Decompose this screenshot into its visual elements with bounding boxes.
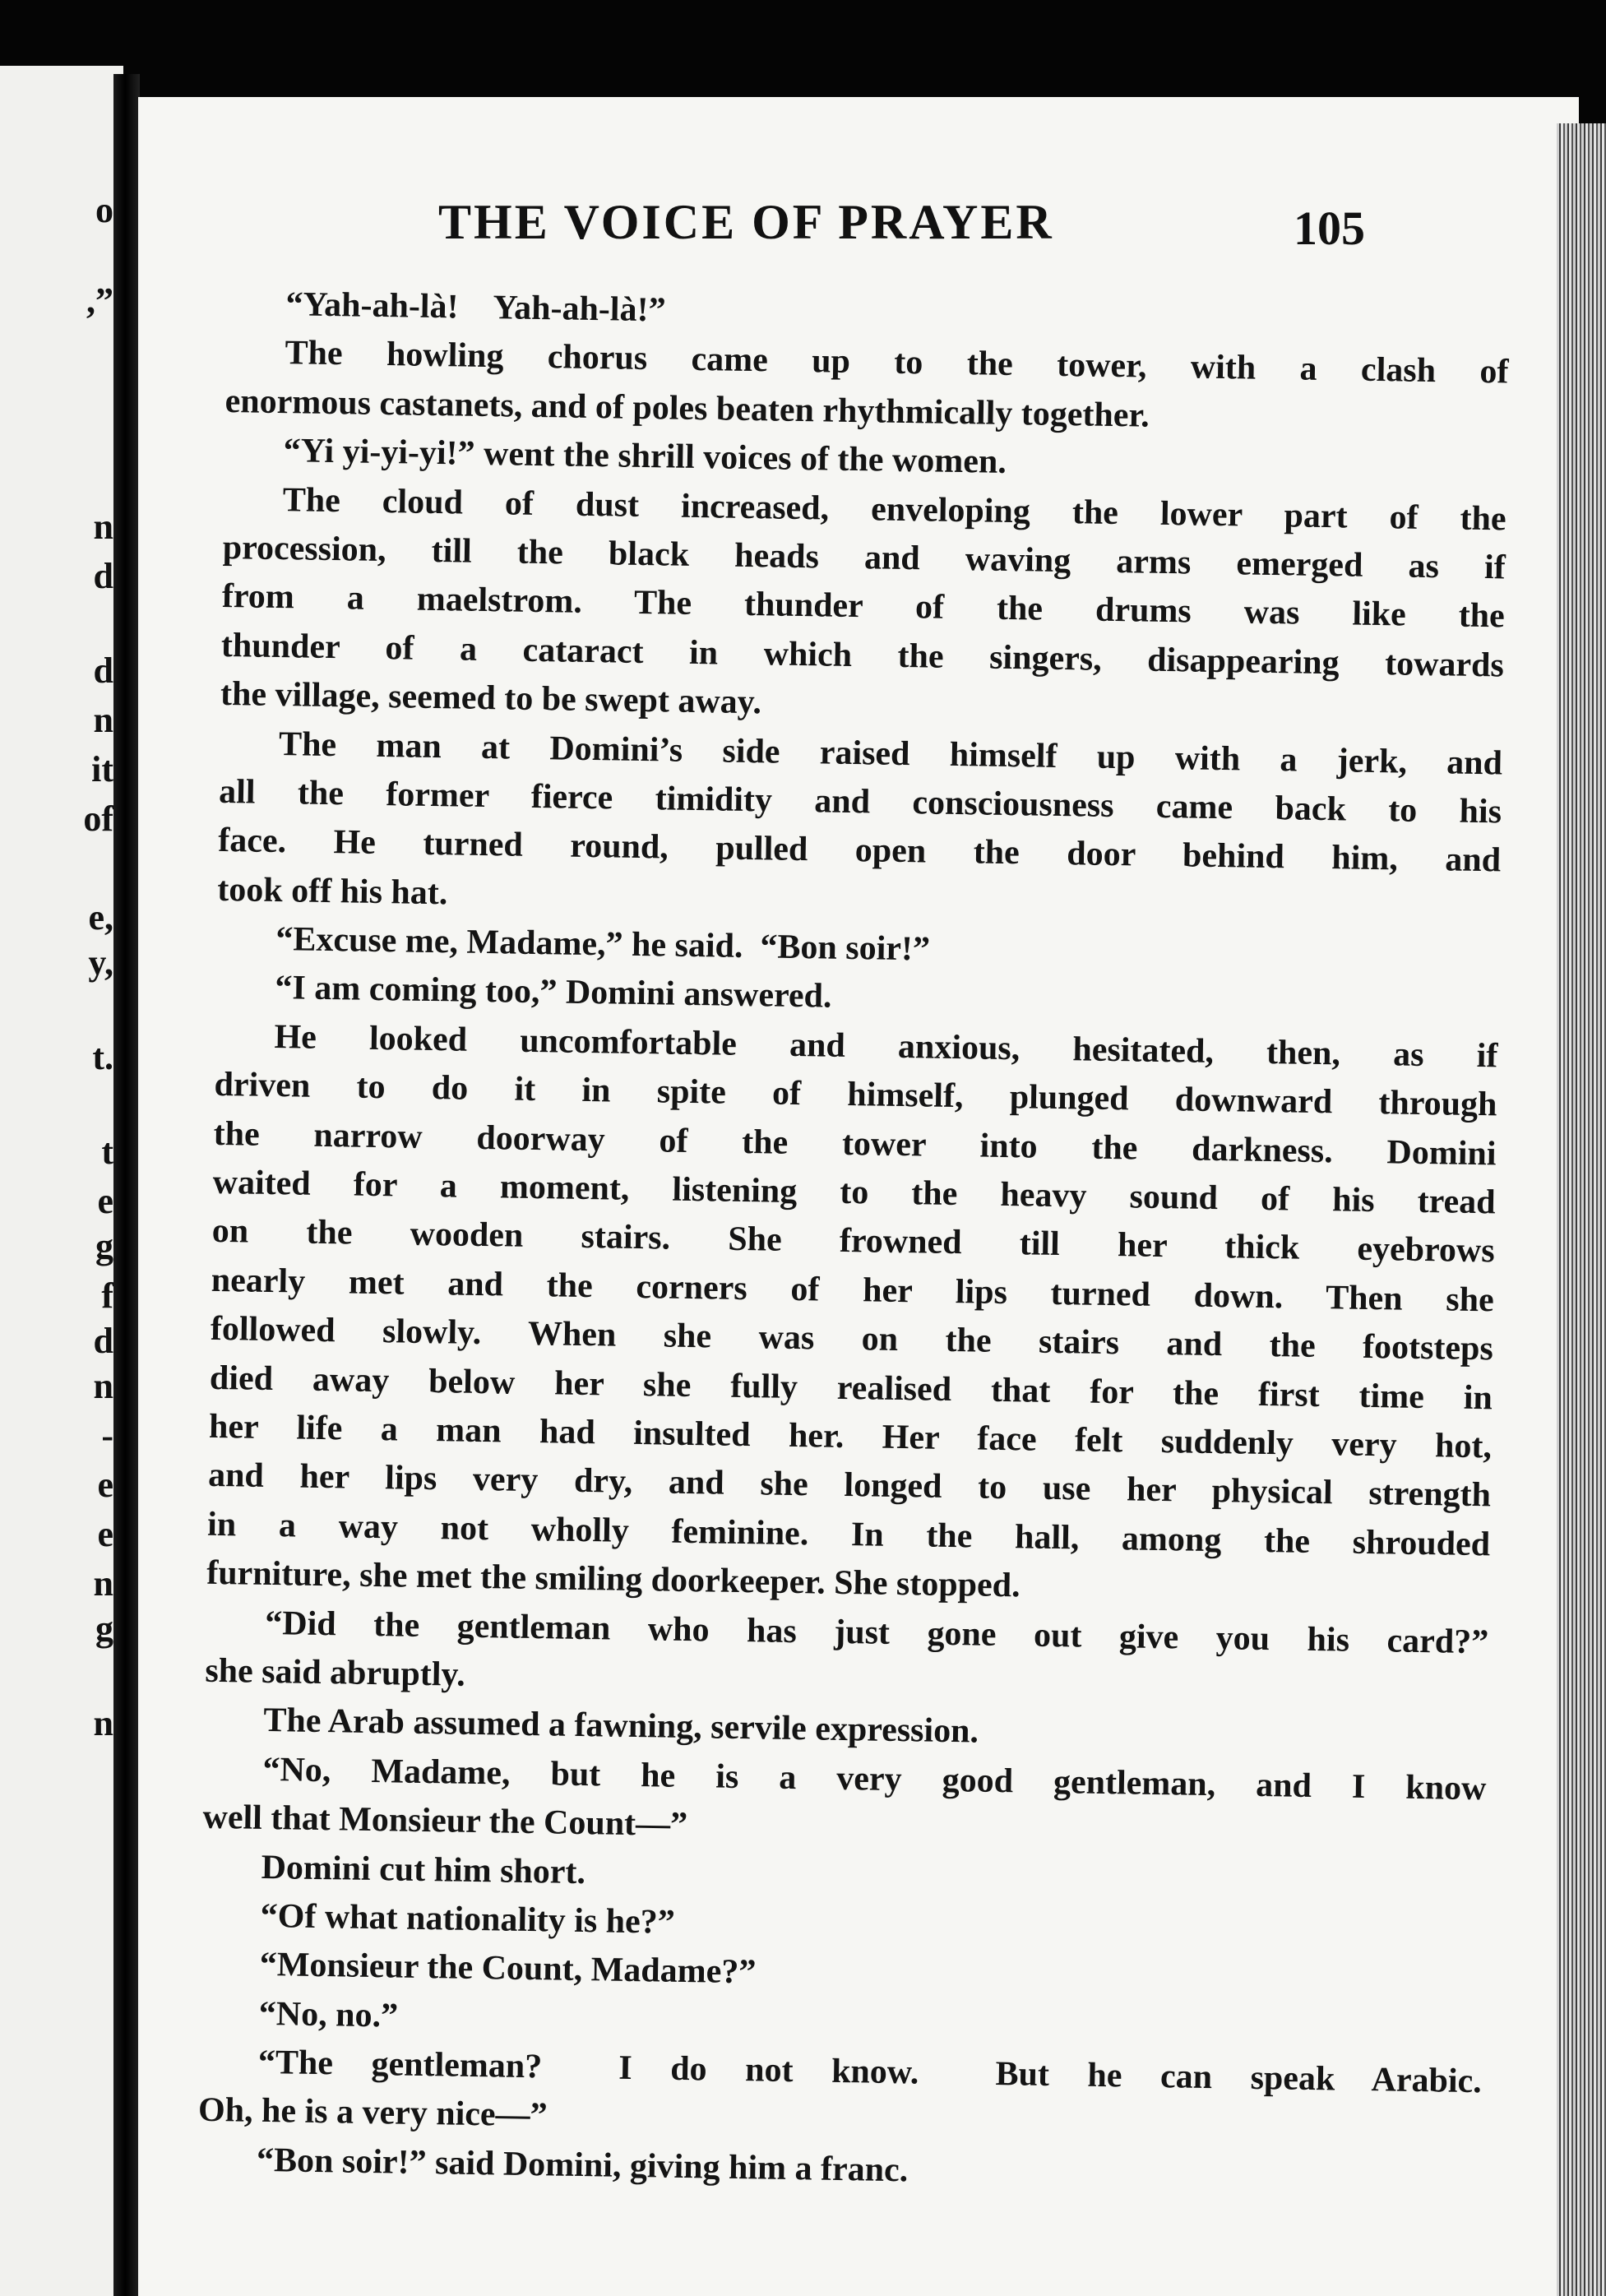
text-line: “No, Madame, but he is a very good gentleman, and I know <box>262 1750 1487 1808</box>
facing-page-text-fragment: n <box>93 700 113 740</box>
facing-page-text-fragment: e, <box>88 897 113 937</box>
text-line: The man at Domini’s side raised himself up with a jerk, and <box>278 724 1503 782</box>
facing-page-text-fragment: ,” <box>86 280 113 321</box>
facing-page-text-fragment: e <box>97 1181 113 1221</box>
text-line: The howling chorus came up to the tower, with a clash of <box>285 334 1509 391</box>
text-line: died away below her she fully realised that for the first time in <box>209 1359 1493 1417</box>
text-line: He looked uncomfortable and anxious, hesitated, then, as if <box>274 1017 1498 1076</box>
text-line: she said abruptly. <box>205 1651 466 1694</box>
facing-page-text-fragment: f <box>101 1275 113 1316</box>
text-line: took off his hat. <box>216 870 448 912</box>
text-line: face. He turned round, pulled open the door behind him, and <box>217 822 1502 880</box>
facing-page-text-fragment: g <box>95 1609 113 1649</box>
page-stack-edges <box>1557 123 1606 2296</box>
facing-page-text-fragment: t. <box>92 1037 113 1077</box>
text-line: “I am coming too,” Domini answered. <box>275 969 832 1016</box>
page-body-text <box>197 280 1510 2204</box>
text-line: “Of what nationality is he?” <box>260 1896 676 1942</box>
running-head: THE VOICE OF PRAYER <box>438 195 1054 249</box>
facing-page-text-fragment: of <box>83 799 113 839</box>
facing-page-text-fragment: n <box>93 1703 113 1743</box>
text-line: from a maelstrom. The thunder of the drums was like the <box>221 577 1506 636</box>
book-gutter <box>113 74 140 2296</box>
text-line: waited for a moment, listening to the heavy sound of his tread <box>212 1163 1496 1222</box>
text-line: “Excuse me, Madame,” he said. “Bon soir!” <box>275 920 931 969</box>
text-line: the narrow doorway of the tower into the darkness. Domini <box>213 1114 1497 1173</box>
text-line: procession, till the black heads and waving arms emerged as if <box>222 528 1506 587</box>
text-line: “Monsieur the Count, Madame?” <box>259 1946 757 1992</box>
facing-page-text-fragment: e <box>97 1514 113 1554</box>
facing-page-text-fragment: n <box>93 507 113 547</box>
text-line: The Arab assumed a fawning, servile expression. <box>263 1701 979 1751</box>
text-line: followed slowly. When she was on the stairs and the footsteps <box>210 1310 1494 1368</box>
facing-page-text-fragment: d <box>93 650 113 691</box>
facing-page-text-fragment: o <box>95 190 113 230</box>
text-line: and her lips very dry, and she longed to use her physical strength <box>207 1456 1492 1515</box>
facing-page-text-fragment: d <box>93 1321 113 1361</box>
facing-page-text-fragment: y, <box>88 942 113 983</box>
text-line: furniture, she met the smiling doorkeeper. She stopped. <box>206 1553 1021 1605</box>
text-line: “Bon soir!” said Domini, giving him a franc. <box>256 2141 909 2190</box>
text-line: The cloud of dust increased, enveloping the lower part of the <box>282 480 1506 539</box>
text-line: on the wooden stairs. She frowned till her thick eyebrows <box>211 1212 1495 1271</box>
facing-page-text-fragment: it <box>91 749 113 789</box>
text-line: enormous castanets, and of poles beaten rhythmically together. <box>224 382 1150 435</box>
text-line: “No, no.” <box>258 1994 399 2035</box>
text-line: nearly met and the corners of her lips turned down. Then she <box>211 1261 1495 1320</box>
text-line: well that Monsieur the Count—” <box>202 1798 688 1845</box>
facing-page-text-fragment: n <box>93 1563 113 1604</box>
facing-page-edge <box>0 66 123 2296</box>
text-line: “The gentleman? I do not know. But he can speak Arabic. <box>257 2043 1483 2101</box>
facing-page-text-fragment: e <box>97 1465 113 1505</box>
book-page <box>138 97 1579 2296</box>
facing-page-text-fragment: d <box>93 556 113 596</box>
text-line: Oh, he is a very nice—” <box>197 2091 548 2135</box>
facing-page-text-fragment: - <box>101 1415 113 1456</box>
text-line: the village, seemed to be swept away. <box>220 675 762 722</box>
text-line: her life a man had insulted her. Her face felt suddenly very hot, <box>208 1407 1493 1466</box>
text-line: Domini cut him short. <box>261 1848 586 1891</box>
facing-page-text-fragment: t <box>101 1132 113 1172</box>
text-line: all the former fierce timidity and consciousness came back to his <box>218 772 1502 831</box>
text-line: “Yi yi-yi-yi!” went the shrill voices of the women. <box>283 432 1007 482</box>
text-line: driven to do it in spite of himself, plunged downward through <box>214 1066 1497 1124</box>
page-number: 105 <box>1294 201 1365 255</box>
text-line: “Yah-ah-là! Yah-ah-là!” <box>285 285 666 330</box>
facing-page-text-fragment: g <box>95 1226 113 1266</box>
text-line: in a way not wholly feminine. In the hall, among the shrouded <box>206 1505 1491 1564</box>
text-line: thunder of a cataract in which the singers, disappearing towards <box>220 626 1505 685</box>
page-header <box>138 194 1579 260</box>
text-line: “Did the gentleman who has just gone out give you his card?” <box>264 1604 1489 1661</box>
facing-page-text-fragment: n <box>93 1366 113 1406</box>
